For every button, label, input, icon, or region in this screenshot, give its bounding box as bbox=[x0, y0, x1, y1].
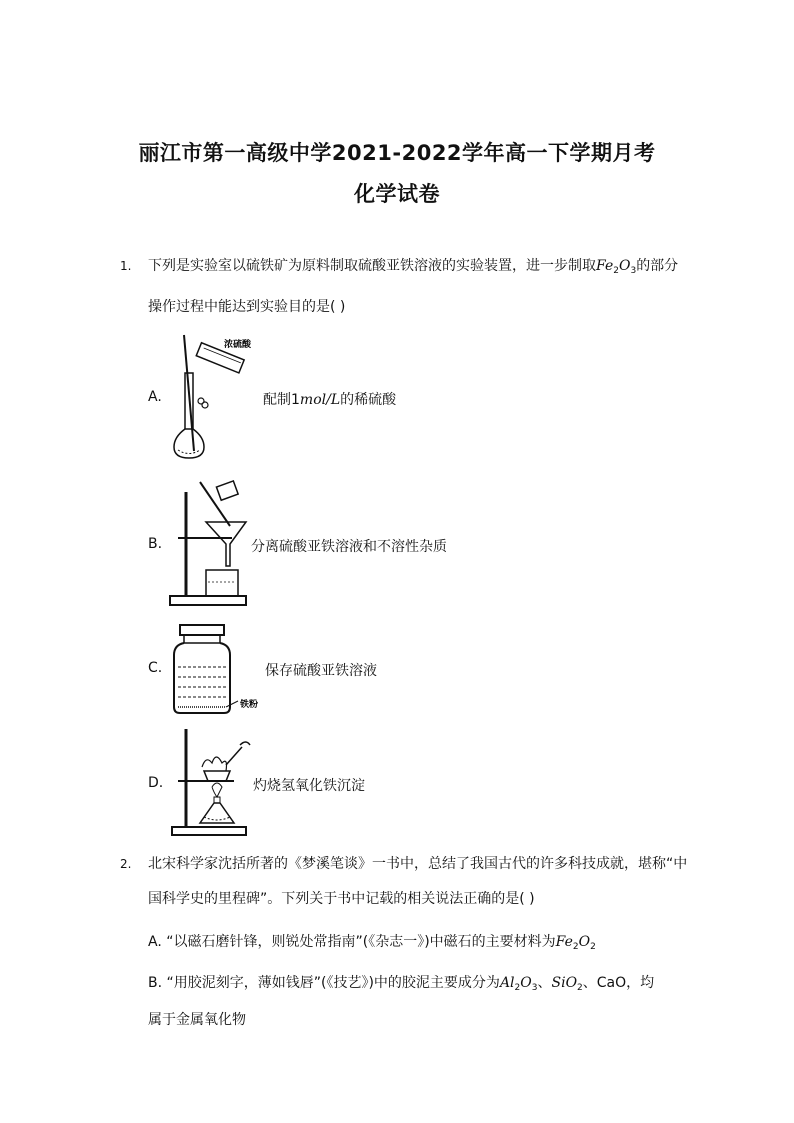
q2-stem-line2: 国科学史的里程碑”。下列关于书中记载的相关说法正确的是( ) bbox=[148, 891, 535, 907]
q1-option-b-caption: 分离硫酸亚铁溶液和不溶性杂质 bbox=[251, 539, 447, 555]
q2-option-b bbox=[148, 972, 654, 992]
q2-option-a bbox=[148, 931, 596, 951]
q1-option-c-caption: 保存硫酸亚铁溶液 bbox=[265, 663, 377, 679]
q1-option-b-letter: B. bbox=[148, 536, 163, 552]
caption-a-pre: 配制1 bbox=[263, 392, 300, 408]
q2-option-a-text: A. “以磁石磨针锋，则锐处常指南”(《杂志一》)中磁石的主要材料为 bbox=[148, 934, 556, 950]
q2-b-sep: 、 bbox=[537, 975, 552, 991]
exam-title: 丽江市第一高级中学2021-2022学年高一下学期月考 bbox=[138, 141, 656, 165]
crucible-heating-figure bbox=[170, 727, 260, 837]
iron-powder-label: 铁粉 bbox=[240, 700, 259, 710]
q1-formula-sub1: 2 bbox=[613, 266, 619, 276]
q2-b-tail: 、CaO，均 bbox=[582, 975, 655, 991]
q1-stem-line2: 操作过程中能达到实验目的是( ) bbox=[148, 299, 346, 315]
q1-option-a-caption bbox=[263, 389, 396, 409]
q1-number: 1. bbox=[120, 259, 132, 273]
q1-stem-text: 下列是实验室以硫铁矿为原料制取硫酸亚铁溶液的实验装置，进一步制取 bbox=[148, 258, 596, 274]
caption-a-unit: mol/L bbox=[299, 392, 341, 408]
q1-option-c-letter: C. bbox=[148, 660, 163, 676]
q2-b-f2: O bbox=[520, 975, 532, 991]
q2-stem-line1: 北宋科学家沈括所著的《梦溪笔谈》一书中，总结了我国古代的许多科技成就，堪称“中 bbox=[148, 856, 688, 872]
reagent-bottle-figure bbox=[170, 623, 270, 717]
q1-option-d-letter: D. bbox=[148, 775, 164, 791]
q1-formula-o: O bbox=[618, 258, 631, 274]
q2-a-sub1: 2 bbox=[572, 942, 579, 952]
q2-b-s1: 2 bbox=[514, 983, 521, 993]
q2-b-f1: Al bbox=[499, 975, 515, 991]
caption-a-post: 的稀硫酸 bbox=[340, 392, 397, 408]
q2-a-formula-el: Fe bbox=[555, 934, 573, 950]
q1-option-a-letter: A. bbox=[148, 389, 162, 405]
q2-a-formula-o: O bbox=[578, 934, 591, 950]
filtration-setup-figure bbox=[168, 478, 258, 608]
q2-b-s2: 3 bbox=[531, 983, 538, 993]
q1-formula-el: Fe bbox=[596, 258, 614, 274]
volumetric-flask-figure bbox=[170, 333, 260, 461]
exam-subtitle: 化学试卷 bbox=[354, 182, 440, 206]
q1-stem-tail: 的部分 bbox=[636, 258, 679, 274]
q2-b-s3: 2 bbox=[577, 983, 583, 993]
q2-b-f3: Si bbox=[551, 975, 566, 991]
q1-formula-sub2: 3 bbox=[630, 266, 637, 276]
q1-option-d-caption: 灼烧氢氧化铁沉淀 bbox=[253, 778, 365, 794]
conc-sulfuric-acid-label: 浓硫酸 bbox=[224, 340, 252, 350]
q2-a-sub2: 2 bbox=[590, 942, 596, 952]
q2-b-f4: O bbox=[565, 975, 578, 991]
q2-option-b-line2: 属于金属氧化物 bbox=[148, 1012, 246, 1028]
q1-stem-line1 bbox=[148, 255, 678, 275]
q2-option-b-text: B. “用胶泥刻字，薄如钱唇”(《技艺》)中的胶泥主要成分为 bbox=[148, 975, 500, 991]
q2-number: 2. bbox=[120, 857, 132, 871]
